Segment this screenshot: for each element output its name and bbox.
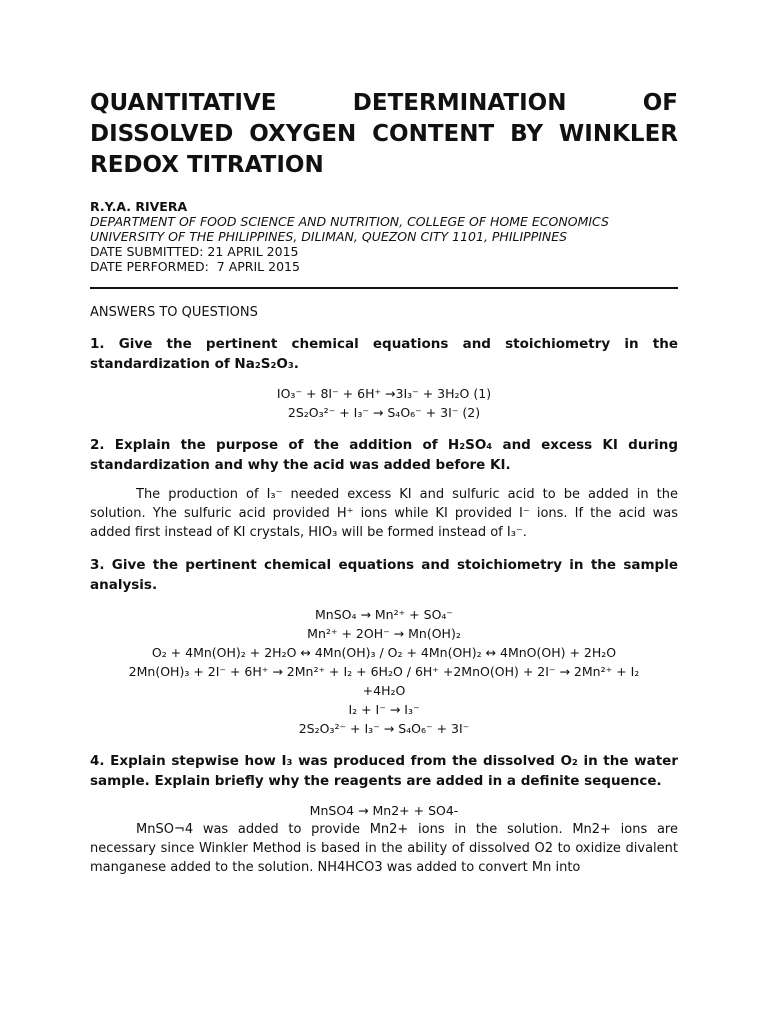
answer-2: The production of I₃⁻ needed excess KI and sulfuric acid to be added in the solution. Yhe sulfuric acid provided H⁺ ions while KI provided I⁻ ions. If the acid was added first instead of KI crystals, HIO₃ will be formed instead of I₃⁻. [90,487,678,540]
question-1: 1. Give the pertinent chemical equations and stoichiometry in the standardization of Na₂S₂O₃. [90,336,678,372]
equations-block-3 [90,605,678,738]
affiliation-line: UNIVERSITY OF THE PHILIPPINES, DILIMAN, QUEZON CITY 1101, PHILIPPINES [90,229,568,244]
question-4: 4. Explain stepwise how I₃ was produced from the dissolved O₂ in the water sample. Explain briefly why the reagents are added in a definite sequence. [90,753,678,789]
question-3: 3. Give the pertinent chemical equations and stoichiometry in the sample analysis. [90,557,678,593]
title-line: QUANTITATIVE DETERMINATION OF [90,90,678,116]
answer-4: MnSO¬4 was added to provide Mn2+ ions in the solution. Mn2+ ions are necessary since Winkler Method is based in the ability of dissolved O2 to oxidize divalent manganese added to the solution. NH4HCO3 was added to convert Mn into [90,822,678,875]
title-line: REDOX TITRATION [90,152,324,178]
equation: O₂ + 4Mn(OH)₂ + 2H₂O ↔ 4Mn(OH)₃ / O₂ + 4Mn(OH)₂ ↔ 4MnO(OH) + 2H₂O [151,645,617,660]
equation: Mn²⁺ + 2OH⁻ → Mn(OH)₂ [307,626,461,641]
equation: 2S₂O₃²⁻ + I₃⁻ → S₄O₆⁻ + 3I⁻ [298,721,470,736]
equation: MnSO₄ → Mn²⁺ + SO₄⁻ [314,607,454,622]
paper-title [90,88,678,181]
equation: IO₃⁻ + 8I⁻ + 6H⁺ →3I₃⁻ + 3H₂O (1) [276,386,492,401]
equations-block-1 [90,384,678,422]
affiliation-line: DEPARTMENT OF FOOD SCIENCE AND NUTRITION, COLLEGE OF HOME ECONOMICS [90,214,609,229]
author-name: R.Y.A. RIVERA [90,199,188,214]
section-heading: ANSWERS TO QUESTIONS [90,305,258,320]
question-2: 2. Explain the purpose of the addition of H₂SO₄ and excess KI during standardization and why the acid was added before KI. [90,437,678,473]
equation-4: MnSO4 → Mn2+ + SO4- [309,803,459,818]
equation: 2S₂O₃²⁻ + I₃⁻ → S₄O₆⁻ + 3I⁻ (2) [287,405,481,420]
equation: I₂ + I⁻ → I₃⁻ [348,702,420,717]
equation: +4H₂O [362,683,406,698]
horizontal-divider [90,287,678,289]
date-performed: DATE PERFORMED: 7 APRIL 2015 [90,259,300,274]
title-line: DISSOLVED OXYGEN CONTENT BY WINKLER [90,121,678,147]
equation: 2Mn(OH)₃ + 2I⁻ + 6H⁺ → 2Mn²⁺ + I₂ + 6H₂O / 6H⁺ +2MnO(OH) + 2I⁻ → 2Mn²⁺ + I₂ [128,664,640,679]
date-submitted: DATE SUBMITTED: 21 APRIL 2015 [90,244,299,259]
